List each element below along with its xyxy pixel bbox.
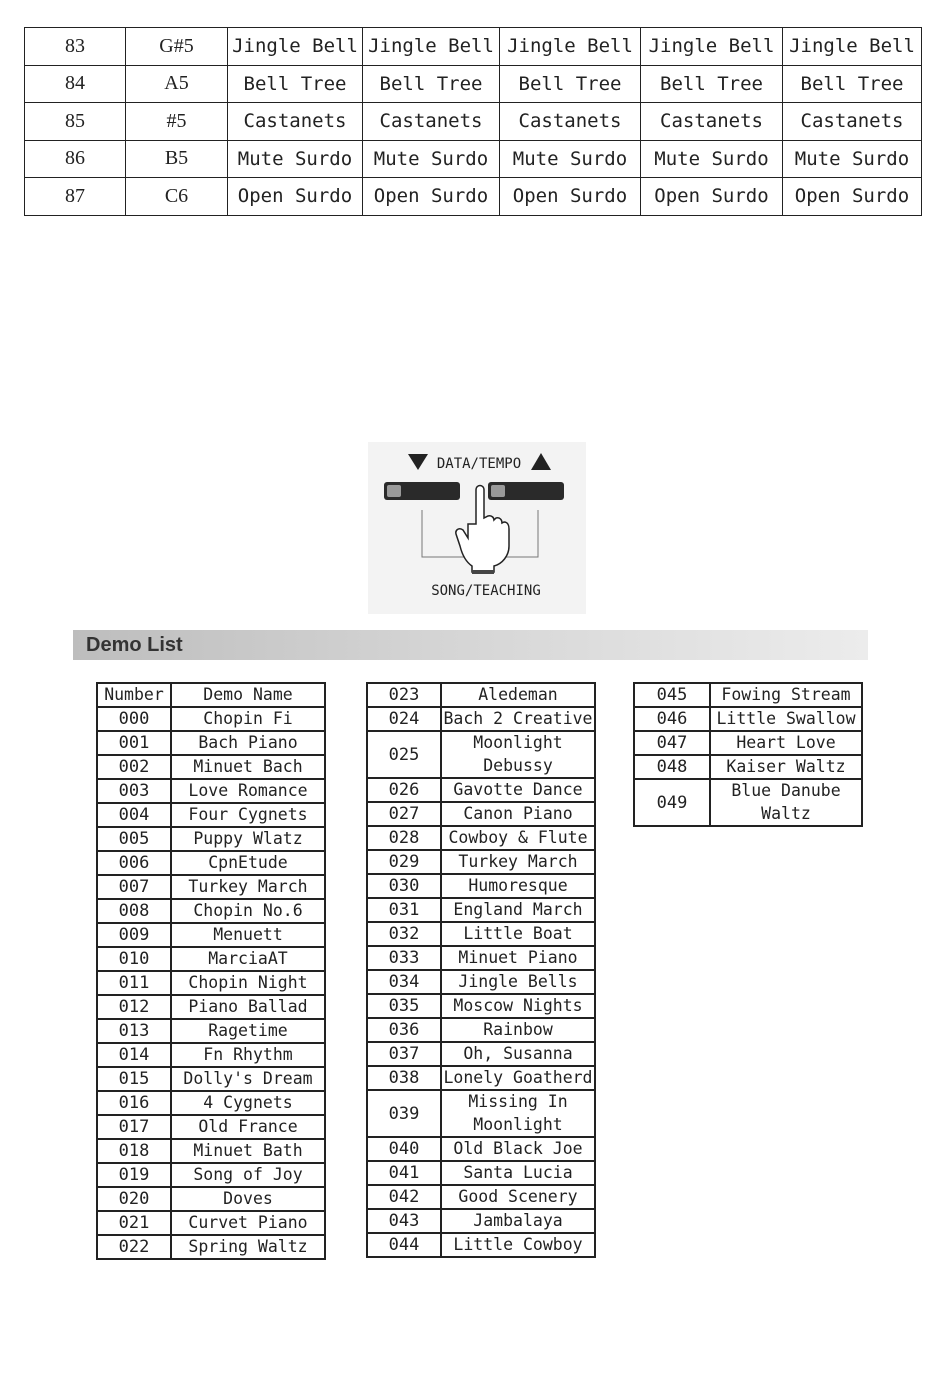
- demo-number-cell: 045: [634, 683, 710, 707]
- demo-number-cell: 036: [367, 1018, 441, 1042]
- drum-sound-cell: Mute Surdo: [641, 140, 783, 178]
- demo-name-cell: 4 Cygnets: [171, 1091, 325, 1115]
- demo-list-row: [97, 1187, 325, 1211]
- demo-list-row: [97, 1115, 325, 1139]
- demo-list-row: [367, 1185, 595, 1209]
- drum-table-row: [25, 103, 922, 141]
- demo-list-row: [97, 755, 325, 779]
- drum-sound-cell: Castanets: [641, 103, 783, 141]
- demo-number-cell: 019: [97, 1163, 171, 1187]
- drum-sound-cell: Mute Surdo: [783, 140, 922, 178]
- demo-number-cell: 001: [97, 731, 171, 755]
- demo-list-row: [367, 707, 595, 731]
- demo-list-row: [367, 683, 595, 707]
- demo-list-row: [367, 922, 595, 946]
- demo-list-table-1: [96, 682, 326, 1260]
- demo-name-cell: Minuet Piano: [441, 946, 595, 970]
- drum-table-body: [25, 28, 922, 216]
- demo-list-row: [367, 994, 595, 1018]
- song-teaching-label: SONG/TEACHING: [431, 583, 541, 599]
- demo-name-cell: Curvet Piano: [171, 1211, 325, 1235]
- demo-number-cell: 049: [634, 779, 710, 826]
- drum-sound-cell: Mute Surdo: [363, 140, 500, 178]
- demo-list-row: [367, 1018, 595, 1042]
- demo-list-row: [367, 731, 595, 778]
- demo-list-row: [367, 1233, 595, 1257]
- section-title: Demo List: [86, 634, 183, 656]
- drum-sound-cell: Castanets: [228, 103, 363, 141]
- demo-list-row: [367, 1209, 595, 1233]
- demo-list-row: [97, 947, 325, 971]
- demo-name-cell: Minuet Bath: [171, 1139, 325, 1163]
- drum-sound-cell: Castanets: [363, 103, 500, 141]
- drum-sound-cell: Castanets: [783, 103, 922, 141]
- demo-list-row: [97, 971, 325, 995]
- demo-name-cell: Four Cygnets: [171, 803, 325, 827]
- demo-name-cell: Turkey March: [171, 875, 325, 899]
- demo-list-row: [367, 1090, 595, 1137]
- demo-number-cell: 047: [634, 731, 710, 755]
- demo-name-cell: CpnEtude: [171, 851, 325, 875]
- demo-number-cell: 029: [367, 850, 441, 874]
- demo-list-section-header: [73, 630, 868, 660]
- drum-table-row: [25, 140, 922, 178]
- demo-list-row: [97, 827, 325, 851]
- demo-name-cell: Old Black Joe: [441, 1137, 595, 1161]
- demo-name-cell: Old France: [171, 1115, 325, 1139]
- drum-sound-cell: Open Surdo: [228, 178, 363, 216]
- demo-list-row: [97, 707, 325, 731]
- demo-table-body-3: [634, 683, 862, 826]
- demo-number-cell: 044: [367, 1233, 441, 1257]
- demo-name-cell: Dolly's Dream: [171, 1067, 325, 1091]
- demo-number-cell: 042: [367, 1185, 441, 1209]
- drum-table-row: [25, 178, 922, 216]
- demo-list-row: [367, 1137, 595, 1161]
- demo-list-row: [97, 1043, 325, 1067]
- drum-table-row: [25, 65, 922, 103]
- drum-table-row: [25, 28, 922, 66]
- demo-list-row: [634, 683, 862, 707]
- demo-name-cell: Chopin Night: [171, 971, 325, 995]
- demo-list-row: [97, 1163, 325, 1187]
- note-name-cell: B5: [126, 140, 228, 178]
- demo-name-cell: Piano Ballad: [171, 995, 325, 1019]
- demo-name-cell: Moonlight Debussy: [441, 731, 595, 778]
- demo-name-cell: Turkey March: [441, 850, 595, 874]
- note-name-cell: G#5: [126, 28, 228, 66]
- demo-list-row: [367, 778, 595, 802]
- note-number-cell: 85: [25, 103, 126, 141]
- demo-list-row: [634, 779, 862, 826]
- demo-name-cell: Doves: [171, 1187, 325, 1211]
- demo-name-cell: Chopin No.6: [171, 899, 325, 923]
- demo-number-cell: 032: [367, 922, 441, 946]
- demo-list-row: [97, 1091, 325, 1115]
- demo-name-cell: Song of Joy: [171, 1163, 325, 1187]
- demo-number-cell: 024: [367, 707, 441, 731]
- demo-number-cell: 008: [97, 899, 171, 923]
- demo-name-cell: Jambalaya: [441, 1209, 595, 1233]
- drum-sound-cell: Mute Surdo: [500, 140, 641, 178]
- demo-list-row: [97, 1139, 325, 1163]
- demo-list-table-3: [633, 682, 863, 827]
- demo-name-cell: Spring Waltz: [171, 1235, 325, 1259]
- hand-cuff: [472, 570, 494, 574]
- drum-sound-cell: Jingle Bell: [228, 28, 363, 66]
- demo-number-cell: 005: [97, 827, 171, 851]
- demo-name-cell: MarciaAT: [171, 947, 325, 971]
- demo-list-row: [367, 946, 595, 970]
- demo-number-cell: 020: [97, 1187, 171, 1211]
- drum-sound-table: [24, 27, 922, 216]
- demo-list-row: [97, 1019, 325, 1043]
- demo-number-cell: 023: [367, 683, 441, 707]
- demo-number-cell: 043: [367, 1209, 441, 1233]
- demo-list-row: [634, 707, 862, 731]
- demo-name-cell: Bach Piano: [171, 731, 325, 755]
- demo-number-cell: 034: [367, 970, 441, 994]
- demo-name-cell: Rainbow: [441, 1018, 595, 1042]
- demo-table-body-1: [97, 683, 325, 1259]
- note-name-cell: C6: [126, 178, 228, 216]
- note-name-cell: A5: [126, 65, 228, 103]
- demo-number-cell: 016: [97, 1091, 171, 1115]
- demo-list-row: [97, 995, 325, 1019]
- demo-number-cell: 014: [97, 1043, 171, 1067]
- drum-sound-cell: Jingle Bell: [500, 28, 641, 66]
- demo-list-row: [97, 923, 325, 947]
- demo-name-cell: Minuet Bach: [171, 755, 325, 779]
- demo-number-cell: 000: [97, 707, 171, 731]
- drum-sound-cell: Jingle Bell: [641, 28, 783, 66]
- demo-name-cell: Gavotte Dance: [441, 778, 595, 802]
- demo-list-row: [97, 1211, 325, 1235]
- demo-list-row: [367, 970, 595, 994]
- demo-list-row: [97, 779, 325, 803]
- demo-list-row: [97, 731, 325, 755]
- demo-list-row: [97, 851, 325, 875]
- demo-number-cell: 031: [367, 898, 441, 922]
- drum-sound-cell: Bell Tree: [228, 65, 363, 103]
- demo-list-row: [367, 850, 595, 874]
- demo-name-cell: Fowing Stream: [710, 683, 862, 707]
- demo-list-row: [367, 802, 595, 826]
- demo-list-row: [367, 1161, 595, 1185]
- demo-name-cell: Humoresque: [441, 874, 595, 898]
- demo-number-cell: 017: [97, 1115, 171, 1139]
- demo-number-cell: 004: [97, 803, 171, 827]
- demo-number-cell: 013: [97, 1019, 171, 1043]
- demo-list-row: [97, 899, 325, 923]
- demo-name-cell: Santa Lucia: [441, 1161, 595, 1185]
- demo-list-row: [367, 826, 595, 850]
- demo-name-header: Demo Name: [171, 683, 325, 707]
- demo-number-cell: 037: [367, 1042, 441, 1066]
- demo-number-cell: 022: [97, 1235, 171, 1259]
- demo-name-cell: Blue Danube Waltz: [710, 779, 862, 826]
- demo-list-row: [367, 1042, 595, 1066]
- demo-number-cell: 006: [97, 851, 171, 875]
- demo-name-cell: Little Cowboy: [441, 1233, 595, 1257]
- demo-list-row: [634, 731, 862, 755]
- drum-sound-cell: Bell Tree: [641, 65, 783, 103]
- demo-number-cell: 030: [367, 874, 441, 898]
- drum-sound-cell: Bell Tree: [500, 65, 641, 103]
- demo-number-cell: 048: [634, 755, 710, 779]
- drum-sound-cell: Jingle Bell: [363, 28, 500, 66]
- demo-list-table-2: [366, 682, 596, 1258]
- demo-number-cell: 027: [367, 802, 441, 826]
- demo-list-row: [97, 875, 325, 899]
- demo-list-row: [97, 803, 325, 827]
- drum-sound-cell: Mute Surdo: [228, 140, 363, 178]
- demo-number-cell: 026: [367, 778, 441, 802]
- demo-number-cell: 046: [634, 707, 710, 731]
- demo-name-cell: Menuett: [171, 923, 325, 947]
- note-name-cell: #5: [126, 103, 228, 141]
- drum-sound-cell: Jingle Bell: [783, 28, 922, 66]
- demo-name-cell: Oh, Susanna: [441, 1042, 595, 1066]
- data-tempo-figure: [368, 442, 586, 614]
- demo-name-cell: Jingle Bells: [441, 970, 595, 994]
- demo-number-cell: 011: [97, 971, 171, 995]
- data-tempo-illustration: [368, 442, 586, 614]
- demo-list-row: [97, 1067, 325, 1091]
- demo-number-cell: 007: [97, 875, 171, 899]
- demo-number-cell: 003: [97, 779, 171, 803]
- demo-list-row: [367, 1066, 595, 1090]
- demo-name-cell: Chopin Fi: [171, 707, 325, 731]
- demo-list-row: [367, 898, 595, 922]
- demo-number-cell: 018: [97, 1139, 171, 1163]
- demo-name-cell: Aledeman: [441, 683, 595, 707]
- demo-name-cell: Puppy Wlatz: [171, 827, 325, 851]
- demo-number-cell: 021: [97, 1211, 171, 1235]
- demo-number-cell: 002: [97, 755, 171, 779]
- drum-sound-cell: Castanets: [500, 103, 641, 141]
- drum-sound-cell: Open Surdo: [500, 178, 641, 216]
- note-number-cell: 86: [25, 140, 126, 178]
- demo-number-cell: 035: [367, 994, 441, 1018]
- note-number-cell: 87: [25, 178, 126, 216]
- demo-number-cell: 025: [367, 731, 441, 778]
- demo-number-cell: 012: [97, 995, 171, 1019]
- demo-name-cell: Kaiser Waltz: [710, 755, 862, 779]
- note-number-cell: 83: [25, 28, 126, 66]
- demo-name-cell: Canon Piano: [441, 802, 595, 826]
- demo-number-cell: 028: [367, 826, 441, 850]
- up-triangle-icon: [531, 453, 551, 470]
- demo-name-cell: Cowboy & Flute: [441, 826, 595, 850]
- demo-number-cell: 009: [97, 923, 171, 947]
- demo-number-cell: 040: [367, 1137, 441, 1161]
- note-number-cell: 84: [25, 65, 126, 103]
- demo-name-cell: Fn Rhythm: [171, 1043, 325, 1067]
- demo-name-cell: Ragetime: [171, 1019, 325, 1043]
- demo-table-body-2: [367, 683, 595, 1257]
- drum-sound-cell: Bell Tree: [363, 65, 500, 103]
- data-tempo-label: DATA/TEMPO: [436, 456, 522, 472]
- number-header: Number: [97, 683, 171, 707]
- demo-number-cell: 015: [97, 1067, 171, 1091]
- demo-number-cell: 041: [367, 1161, 441, 1185]
- demo-list-row: [367, 874, 595, 898]
- data-down-button-highlight: [387, 485, 401, 497]
- demo-name-cell: Good Scenery: [441, 1185, 595, 1209]
- demo-table-header: [97, 683, 325, 707]
- demo-name-cell: England March: [441, 898, 595, 922]
- demo-number-cell: 038: [367, 1066, 441, 1090]
- demo-number-cell: 033: [367, 946, 441, 970]
- demo-name-cell: Heart Love: [710, 731, 862, 755]
- demo-name-cell: Bach 2 Creative: [441, 707, 595, 731]
- demo-list-row: [97, 1235, 325, 1259]
- demo-name-cell: Little Boat: [441, 922, 595, 946]
- demo-number-cell: 039: [367, 1090, 441, 1137]
- demo-number-cell: 010: [97, 947, 171, 971]
- demo-name-cell: Love Romance: [171, 779, 325, 803]
- demo-name-cell: Lonely Goatherd: [441, 1066, 595, 1090]
- demo-name-cell: Moscow Nights: [441, 994, 595, 1018]
- demo-name-cell: Missing In Moonlight: [441, 1090, 595, 1137]
- demo-list-row: [634, 755, 862, 779]
- data-up-button-highlight: [491, 485, 505, 497]
- down-triangle-icon: [408, 454, 428, 470]
- drum-sound-cell: Open Surdo: [783, 178, 922, 216]
- drum-sound-cell: Bell Tree: [783, 65, 922, 103]
- demo-name-cell: Little Swallow: [710, 707, 862, 731]
- drum-sound-cell: Open Surdo: [641, 178, 783, 216]
- drum-sound-cell: Open Surdo: [363, 178, 500, 216]
